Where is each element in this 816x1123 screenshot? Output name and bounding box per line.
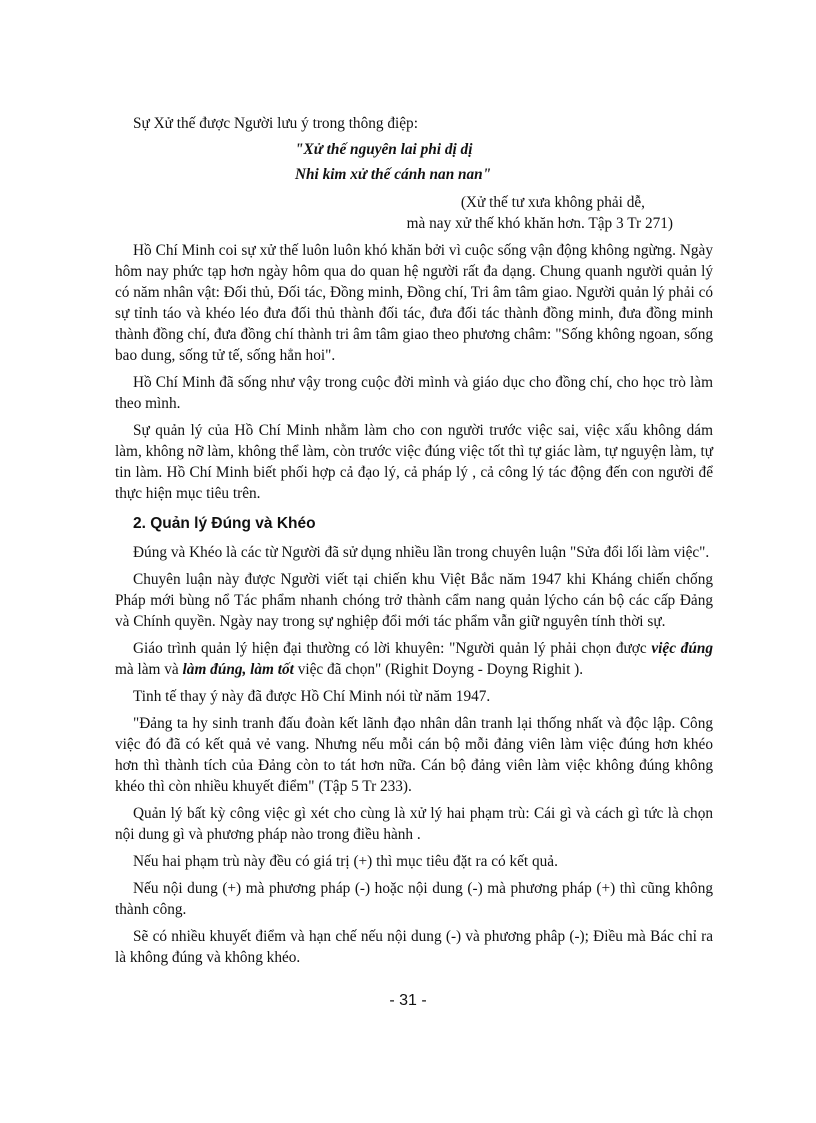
paragraph-4: Đúng và Khéo là các từ Người đã sử dụng nhiều lần trong chuyên luận "Sửa đổi lối làm việc". — [133, 544, 710, 561]
translation-line-2: mà nay xử thế khó khăn hơn. Tập 3 Tr 271) — [406, 215, 673, 232]
page-body — [115, 113, 713, 974]
paragraph-6-text-3: việc đã chọn" (Righit Doyng - Doyng Righit ). — [293, 661, 584, 678]
paragraph-6-text-1: Giáo trình quản lý hiện đại thường có lời khuyên: "Người quản lý phải chọn được — [133, 640, 652, 657]
paragraph-3: Sự quản lý của Hồ Chí Minh nhằm làm cho con người trước việc sai, việc xấu không dám làm, không nỡ làm, không thể làm, còn trước việc đúng việc tốt thì tự giác làm, tự nguyện làm, tự tin làm. Hồ Chí Minh biết phối hợp cả đạo lý, cả pháp lý , cả công lý tác động đến con người để thực hiện mục tiêu trên. — [115, 422, 713, 502]
paragraph-9: Quản lý bất kỳ công việc gì xét cho cùng là xử lý hai phạm trù: Cái gì và cách gì tức là chọn nội dung gì và phương pháp nào trong điều hành . — [115, 805, 713, 843]
paragraph-8: "Đảng ta hy sinh tranh đấu đoàn kết lãnh đạo nhân dân tranh lại thống nhất và độc lập. Công việc đó đã có kết quả vẻ vang. Nhưng nếu mỗi cán bộ mỗi đảng viên làm việc đúng hơn khéo hơn thì thành tích của Đảng còn to tát hơn nữa. Cán bộ đảng viên làm việc không đúng không khéo thì còn nhiều khuyết điểm" (Tập 5 Tr 233). — [115, 715, 713, 795]
paragraph-6-emphasis-2: làm đúng, làm tốt — [182, 661, 294, 678]
paragraph-6-emphasis-1: việc đúng — [651, 640, 713, 657]
paragraph-5: Chuyên luận này được Người viết tại chiến khu Việt Bắc năm 1947 khi Kháng chiến chống Pháp mới bùng nổ Tác phẩm nhanh chóng trở thành cẩm nang quản lýcho cán bộ các cấp Đảng và Chính quyền. Ngày nay trong sự nghiệp đổi mới tác phẩm vẫn giữ nguyên tính thời sự. — [115, 571, 713, 630]
paragraph-6-text-2: mà làm và — [115, 661, 183, 678]
translation-line-1: (Xử thế tư xưa không phải dễ, — [460, 194, 645, 211]
page-number: - 31 - — [389, 992, 427, 1009]
intro-paragraph: Sự Xử thế được Người lưu ý trong thông điệp: — [133, 115, 418, 132]
paragraph-2: Hồ Chí Minh đã sống như vậy trong cuộc đời mình và giáo dục cho đồng chí, cho học trò làm theo mình. — [115, 374, 713, 412]
paragraph-7: Tinh tế thay ý này đã được Hồ Chí Minh nói từ năm 1947. — [133, 688, 491, 705]
paragraph-12: Sẽ có nhiều khuyết điểm và hạn chế nếu nội dung (-) và phương phâp (-); Điều mà Bác chỉ ra là không đúng và không khéo. — [115, 928, 713, 966]
paragraph-6 — [115, 638, 713, 680]
paragraph-1: Hồ Chí Minh coi sự xử thế luôn luôn khó khăn bởi vì cuộc sống vận động không ngừng. Ngày hôm nay phức tạp hơn ngày hôm qua do quan hệ người rất đa dạng. Chung quanh người quản lý có năm nhân vật: Đối thủ, Đối tác, Đồng minh, Đồng chí, Tri âm tâm giao. Người quản lý phải có sự tỉnh táo và khéo léo đưa đối thủ thành đối tác, đưa đối tác thành đồng minh, đưa đồng minh thành đồng chí, đưa đồng chí thành tri âm tâm giao theo phương châm: "Sống không ngoan, sống bao dung, sống tử tế, sống hẳn hoi". — [115, 242, 714, 364]
poem-line-2: Nhi kim xử thế cánh nan nan" — [295, 166, 492, 183]
section-heading: 2. Quản lý Đúng và Khéo — [133, 515, 316, 532]
paragraph-10: Nếu hai phạm trù này đều có giá trị (+) thì mục tiêu đặt ra có kết quả. — [133, 853, 558, 870]
poem-line-1: "Xử thế nguyên lai phi dị dị — [295, 141, 473, 158]
paragraph-11: Nếu nội dung (+) mà phương pháp (-) hoặc nội dung (-) mà phương pháp (+) thì cũng không thành công. — [115, 880, 713, 918]
